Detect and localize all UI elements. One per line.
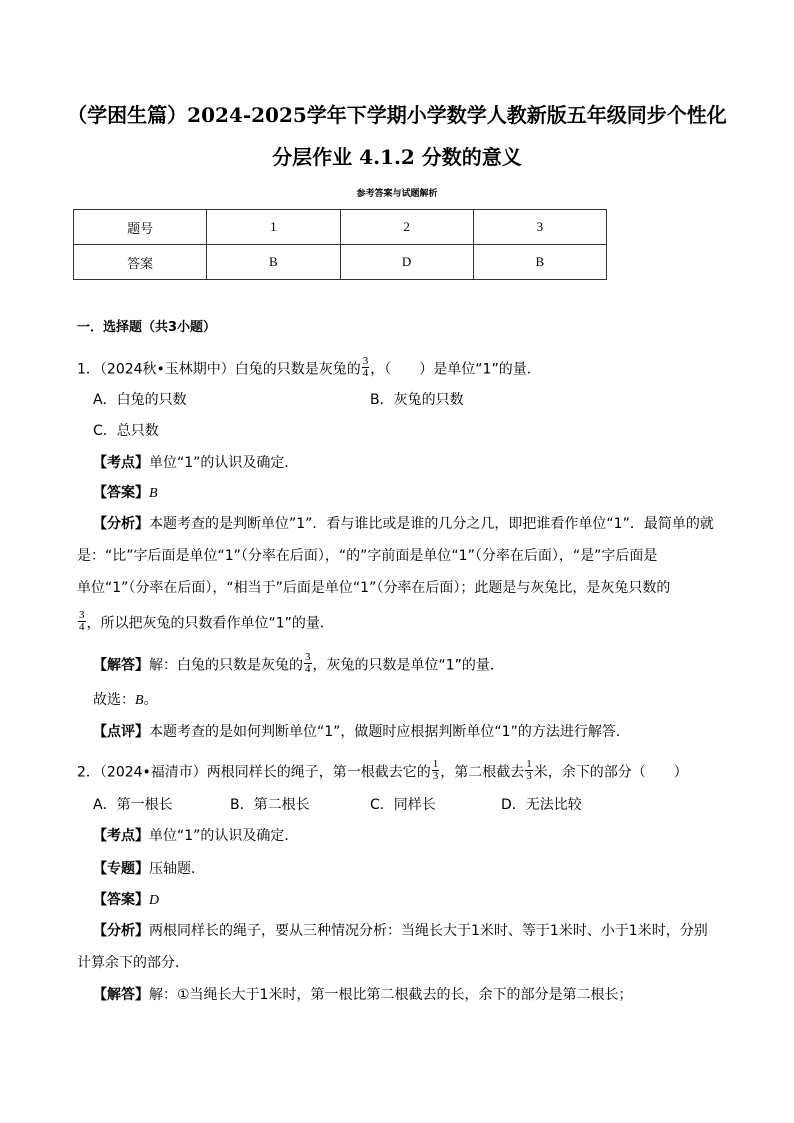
fraction-denominator: 4 [79,621,85,633]
kaodian-tag: 【考点】 [93,455,149,471]
analysis-fraction [78,610,86,633]
q2-stem-text-b: ，第二根截去 [440,764,525,781]
q1-analysis-line2: 是：“比”字后面是单位“1”（分率在后面），“的”字前面是单位“1”（分率在后面），“是”字后面是 [77,548,658,564]
solve-fraction [304,652,312,675]
fraction-denominator: 3 [432,770,439,782]
q2-kaodian [93,826,298,846]
q2-option-c: C．同样长 [370,797,436,813]
q2-fraction-1 [432,759,440,782]
answer-value: B [149,486,158,501]
answer-tag: 【答案】 [93,485,149,501]
table-cell: B [473,245,606,280]
table-row [74,210,607,245]
q2-option-d: D．无法比较 [501,797,582,813]
q1-answer [93,483,158,504]
answer-table [73,209,607,280]
fraction-numerator: 3 [79,609,85,621]
solve-tag: 【解答】 [93,657,149,674]
q2-analysis-line1 [93,921,708,941]
choice-label: 故选： [93,692,135,708]
q1-option-b: B．灰兔的只数 [370,392,464,408]
analysis-text: ，所以把灰兔的只数看作单位“1”的量． [86,615,334,632]
q1-fraction [362,356,370,379]
q1-comment [93,722,630,742]
choice-value: B [135,693,144,708]
fraction-numerator: 1 [432,758,439,770]
q1-option-a: A．白兔的只数 [93,392,187,408]
q1-solve [93,651,504,677]
page-title-line2: 分层作业 4.1.2 分数的意义 [272,145,522,169]
q2-stem-text-c: 米，余下的部分（ ） [533,764,688,781]
answer-value: D [149,893,160,908]
solve-text: 解：①当绳长大于1米时，第一根比第二根截去的长，余下的部分是第二根长； [149,987,633,1003]
q1-analysis-line1 [93,514,714,534]
solve-text-b: ，灰兔的只数是单位“1”的量． [312,657,504,674]
page-title-line1: （学困生篇）2024-2025学年下学期小学数学人教新版五年级同步个性化 [67,103,727,127]
q2-stem-text-a: 2．（2024•福清市）两根同样长的绳子，第一根截去它的 [77,764,431,781]
q1-choice [93,690,158,711]
analysis-text: 本题考查的是判断单位”1”．看与谁比或是谁的几分之几，即把谁看作单位“1”．最简单的就 [149,516,714,532]
analysis-text: 两根同样长的绳子，要从三种情况分析：当绳长大于1米时、等于1米时、小于1米时，分别 [149,923,708,939]
comment-text: 本题考查的是如何判断单位“1”，做题时应根据判断单位“1”的方法进行解答． [149,724,630,740]
kaodian-text: 单位“1”的认识及确定． [149,828,299,844]
fraction-numerator: 1 [526,758,532,770]
q1-option-c: C．总只数 [93,423,159,439]
q2-answer [93,890,159,911]
q1-analysis-line3: 单位“1”（分率在后面），“相当于”后面是单位“1”（分率在后面）；此题是与灰兔比，是灰兔只数的 [77,580,671,596]
q2-analysis-line2: 计算余下的部分． [77,955,189,971]
fraction-denominator: 4 [362,367,369,379]
choice-end: 。 [143,692,158,708]
kaodian-tag: 【考点】 [93,828,149,844]
q2-option-a: A．第一根长 [93,797,173,813]
q1-kaodian [93,453,298,473]
kaodian-text: 单位“1”的认识及确定． [149,455,299,471]
table-cell: D [340,245,473,280]
comment-tag: 【点评】 [93,724,149,740]
q2-zhuanti [93,859,205,879]
zhuanti-text: 压轴题． [149,861,205,877]
q1-stem [77,355,541,381]
page-subtitle: 参考答案与试题解析 [356,189,438,199]
table-cell: 答案 [74,245,207,280]
analysis-tag: 【分析】 [93,516,149,532]
q1-stem-text-a: 1．（2024秋•玉林期中）白兔的只数是灰兔的 [77,361,361,378]
table-cell: 1 [207,210,340,245]
table-cell: B [207,245,340,280]
table-cell: 3 [473,210,606,245]
q1-stem-text-b: ，（ ）是单位“1”的量． [370,361,541,378]
table-cell: 题号 [74,210,207,245]
fraction-numerator: 3 [305,651,311,663]
fraction-numerator: 3 [362,355,369,367]
analysis-tag: 【分析】 [93,923,149,939]
fraction-denominator: 3 [526,770,532,782]
solve-tag: 【解答】 [93,987,149,1003]
q2-fraction-2 [525,759,533,782]
section-heading: 一．选择题（共3小题） [77,320,217,335]
answer-tag: 【答案】 [93,892,149,908]
q2-stem [77,758,688,784]
table-row [74,245,607,280]
q1-analysis-line4 [77,609,334,635]
zhuanti-tag: 【专题】 [93,861,149,877]
q2-solve [93,985,632,1005]
q2-option-b: B．第二根长 [230,797,310,813]
solve-text-a: 解：白兔的只数是灰兔的 [149,657,303,674]
table-cell: 2 [340,210,473,245]
fraction-denominator: 4 [305,663,311,675]
